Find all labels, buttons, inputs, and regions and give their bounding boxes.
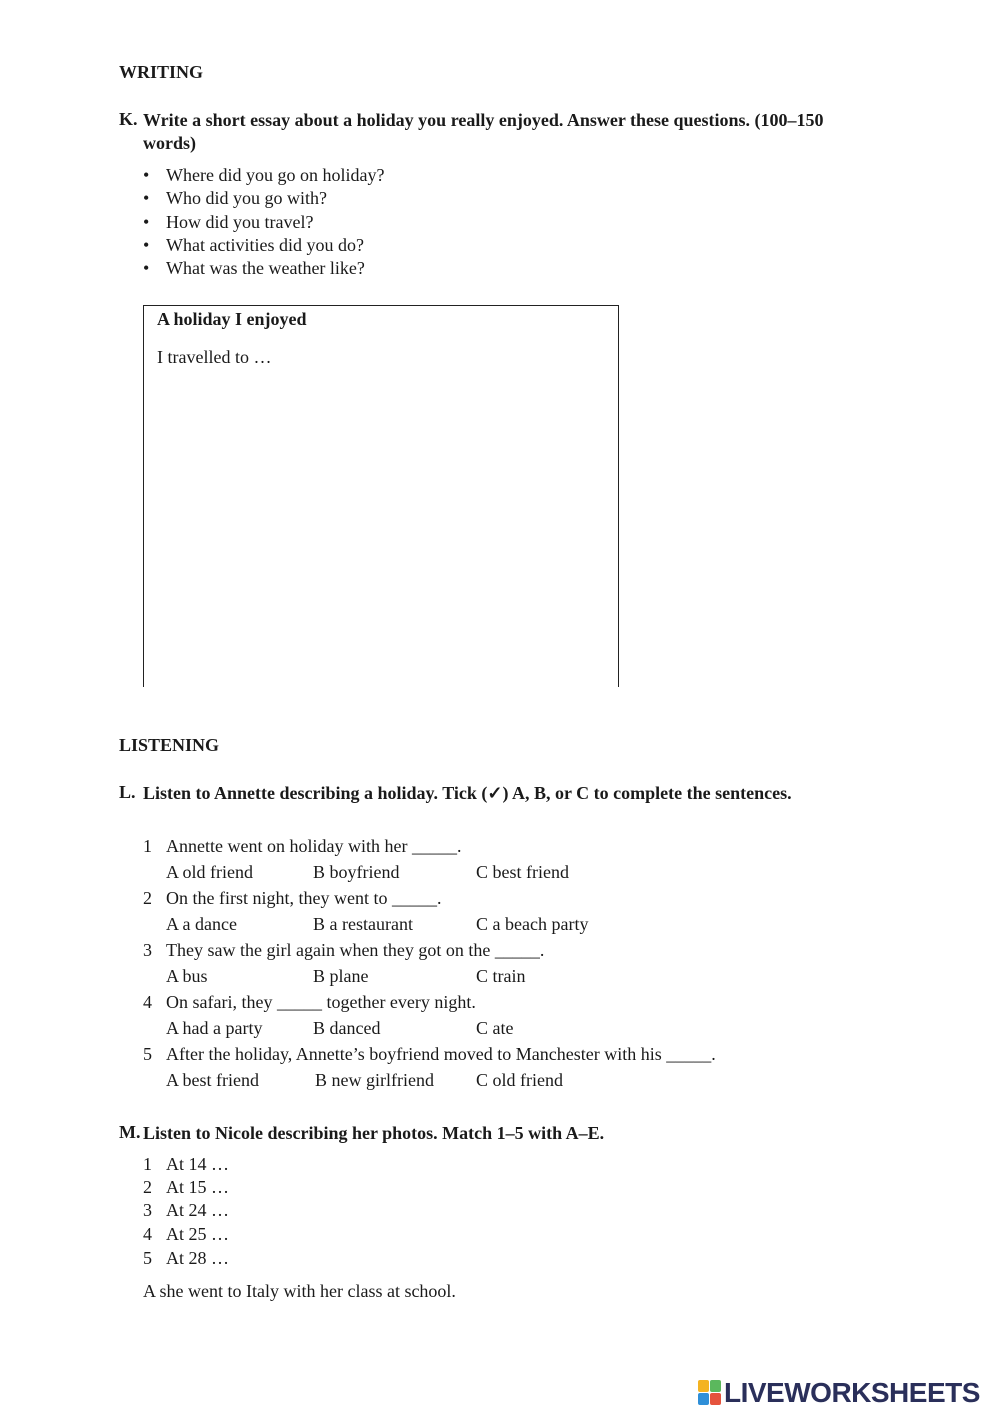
essay-title: A holiday I enjoyed <box>157 309 307 329</box>
question-item: Where did you go on holiday? <box>166 165 385 185</box>
essay-start-text: I travelled to … <box>157 347 272 367</box>
match-number: 2 <box>143 1177 152 1197</box>
option-c[interactable]: C old friend <box>476 1070 563 1090</box>
match-item: At 14 … <box>166 1154 229 1174</box>
question-item: Who did you go with? <box>166 188 327 208</box>
item-number: 3 <box>143 940 152 960</box>
match-item: At 28 … <box>166 1248 229 1268</box>
logo-square <box>710 1393 721 1405</box>
logo-grid-icon <box>698 1380 722 1406</box>
task-l-instruction: Listen to Annette describing a holiday. Tick (✓) A, B, or C to complete the sentences. <box>143 783 792 803</box>
task-l-letter: L. <box>119 782 136 802</box>
option-b[interactable]: B danced <box>313 1018 381 1038</box>
question-item: What was the weather like? <box>166 258 365 278</box>
task-m-instruction: Listen to Nicole describing her photos. Match 1–5 with A–E. <box>143 1123 605 1143</box>
bullet-icon: • <box>143 235 150 255</box>
logo-text: LIVEWORKSHEETS <box>724 1377 980 1408</box>
bullet-icon: • <box>143 165 150 185</box>
option-b[interactable]: B plane <box>313 966 369 986</box>
item-stem: After the holiday, Annette’s boyfriend moved to Manchester with his _____. <box>166 1044 716 1064</box>
match-item: At 24 … <box>166 1200 229 1220</box>
match-item: At 15 … <box>166 1177 229 1197</box>
option-c[interactable]: C ate <box>476 1018 514 1038</box>
match-number: 5 <box>143 1248 152 1268</box>
item-number: 1 <box>143 836 152 856</box>
option-a[interactable]: A best friend <box>166 1070 259 1090</box>
option-a[interactable]: A bus <box>166 966 208 986</box>
logo-square <box>710 1380 721 1392</box>
option-c[interactable]: C best friend <box>476 862 569 882</box>
item-stem: On safari, they _____ together every night. <box>166 992 476 1012</box>
option-b[interactable]: B boyfriend <box>313 862 400 882</box>
option-c[interactable]: C train <box>476 966 526 986</box>
logo-square <box>698 1380 709 1392</box>
task-k-letter: K. <box>119 109 138 129</box>
match-number: 1 <box>143 1154 152 1174</box>
question-item: What activities did you do? <box>166 235 364 255</box>
bullet-icon: • <box>143 188 150 208</box>
bullet-icon: • <box>143 258 150 278</box>
question-item: How did you travel? <box>166 212 314 232</box>
listening-heading: LISTENING <box>119 735 220 755</box>
match-item: At 25 … <box>166 1224 229 1244</box>
option-c[interactable]: C a beach party <box>476 914 589 934</box>
item-stem: On the first night, they went to _____. <box>166 888 442 908</box>
item-stem: They saw the girl again when they got on the _____. <box>166 940 545 960</box>
logo-square <box>698 1393 709 1405</box>
bullet-icon: • <box>143 212 150 232</box>
item-number: 2 <box>143 888 152 908</box>
task-k-instruction: Write a short essay about a holiday you really enjoyed. Answer these questions. (100–150 words) <box>143 110 824 153</box>
item-number: 4 <box>143 992 152 1012</box>
item-number: 5 <box>143 1044 152 1064</box>
task-m-letter: M. <box>119 1122 141 1142</box>
option-a[interactable]: A old friend <box>166 862 253 882</box>
item-stem: Annette went on holiday with her _____. <box>166 836 462 856</box>
writing-heading: WRITING <box>119 62 204 82</box>
option-b[interactable]: B new girlfriend <box>315 1070 434 1090</box>
option-b[interactable]: B a restaurant <box>313 914 413 934</box>
option-a[interactable]: A a dance <box>166 914 237 934</box>
match-number: 3 <box>143 1200 152 1220</box>
match-number: 4 <box>143 1224 152 1244</box>
match-answer-a: A she went to Italy with her class at school. <box>143 1281 456 1301</box>
option-a[interactable]: A had a party <box>166 1018 263 1038</box>
